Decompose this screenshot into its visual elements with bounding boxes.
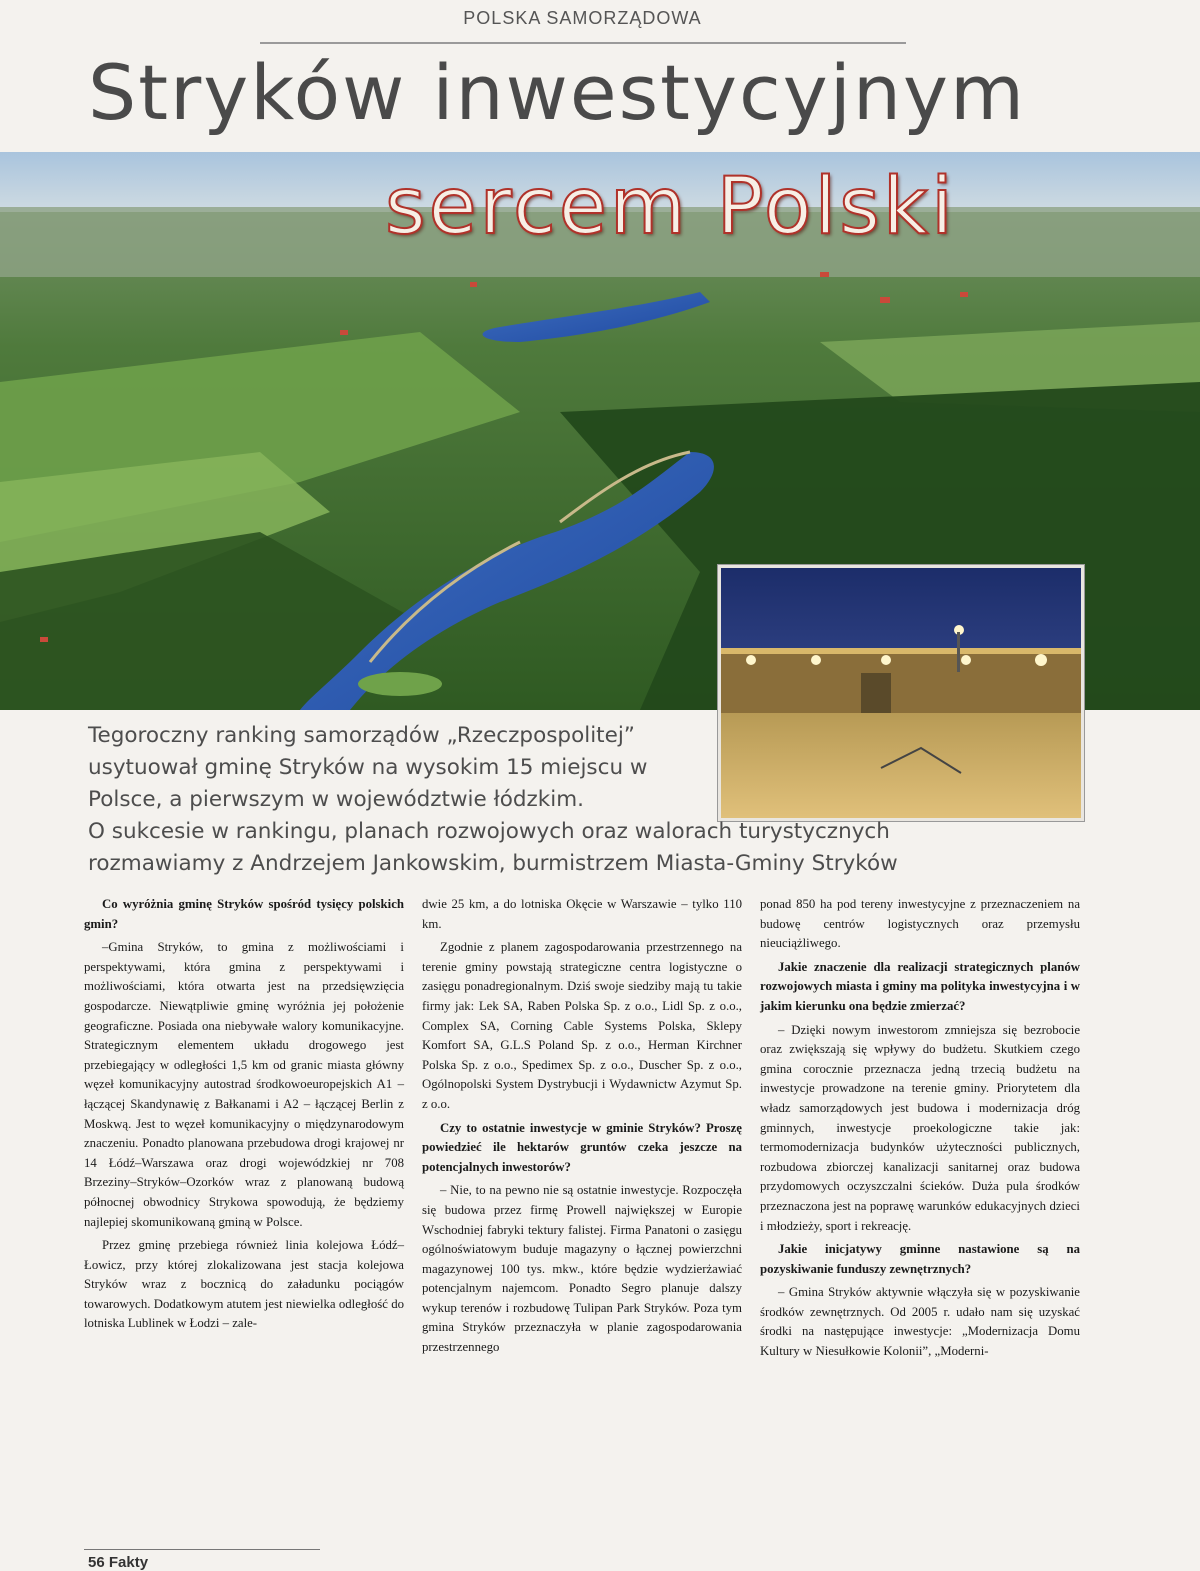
answer: Przez gminę przebiega również linia kolejowa Łódź–Łowicz, przy której zlokalizowana jest stacja kolejowa Stryków wraz z bocznicą do załadunku pociągów towarowych. Dodatkowym atutem jest niewielka odległość do lotniska Lublinek w Łodzi – zale- bbox=[84, 1238, 404, 1331]
article-body bbox=[84, 895, 1082, 1495]
answer: – Gmina Stryków aktywnie włączyła się w pozyskiwanie środków zewnętrznych. Od 2005 r. udało nam się uzyskać środki na następujące inwestycje: „Modernizacja Domu Kultury w Niesułkowie Kolonii”, „Moderni- bbox=[760, 1285, 1080, 1359]
answer: – Dzięki nowym inwestorom zmniejsza się bezrobocie oraz zwiększają się wpływy do budżetu. Skutkiem czego gmina corocznie przeznacza jedną trzecią budżetu na inwestycje prowadzone na terenie gminy. Priorytetem dla władz samorządowych jest budowa i modernizacja dróg gminnych, inwestycje proekologiczne takie jak: termomodernizacja budynków użyteczności publicznych, rozbudowa zbiorczej kanalizacji sanitarnej oraz budowa przydomowych oczyszczalni ścieków. Duża pula środków przeznaczona jest na poprawę warunków edukacyjnych dzieci i młodzieży, sport i rekreację. bbox=[760, 1022, 1080, 1233]
continued-text: dwie 25 km, a do lotniska Okęcie w Warszawie – tylko 110 km. bbox=[422, 897, 742, 931]
article-title-line1: Stryków inwestycyjnym bbox=[88, 48, 1027, 137]
column-1 bbox=[84, 895, 404, 1495]
continued-text: ponad 850 ha pod tereny inwestycyjne z przeznaczeniem na budowę centrów logistycznych oraz przemysłu nieuciążliwego. bbox=[760, 897, 1080, 951]
answer: –Gmina Stryków, to gmina z możliwościami i perspektywami, która gmina z perspektywami i możliwościami, która otwarta jest na przedsięwzięcia gospodarcze. Niewątpliwie gminę wyróżnia jej położenie geograficzne. Posiada ona niebywałe walory komunikacyjne. Strategicznym elementem układu drogowego jest przebiegający w odległości 1,5 km od granic miasta główny węzeł komunikacyjny autostrad środkowoeuropejskich A1 – łączącej Skandynawię z Bałkanami i A2 – łączącej Berlin z Moskwą. Jest to węzeł komunikacyjny o międzynarodowym znaczeniu. Ponadto planowana przebudowa drogi krajowej nr 14 Łódź–Warszawa oraz drogi wojewódzkiej nr 708 Brzeziny–Stryków–Ozorków wraz z planowaną budową północnej obwodnicy Strykowa spowodują, że będziemy najlepiej skomunikowaną gminą w Polsce. bbox=[84, 940, 404, 1229]
column-2 bbox=[422, 895, 742, 1495]
question: Czy to ostatnie inwestycje w gminie Stryków? Proszę powiedzieć ile hektarów gruntów czeka jeszcze na potencjalnych inwestorów? bbox=[422, 1120, 742, 1174]
section-label: POLSKA SAMORZĄDOWA bbox=[463, 8, 702, 28]
article-title-line2: sercem Polski bbox=[385, 162, 956, 252]
answer: Zgodnie z planem zagospodarowania przestrzennego na terenie gminy powstają strategiczne centra logistyczne o zasięgu ponadregionalnym. Dziś swoje siedziby mają tu takie firmy jak: Lek SA, Raben Polska Sp. z o.o., Lidl Sp. z o.o., Complex SA, Corning Cable Systems Polska, Sklepy Komfort SA, G.L.S Poland Sp. z o.o., Herman Kirchner Polska Sp. z o.o., Spedimex Sp. z o.o., Duscher Sp. z o.o., Ogólnopolski System Dystrybucji i Wydawnictw Azymut Sp. z o.o. bbox=[422, 940, 742, 1111]
article-lead bbox=[88, 720, 958, 880]
question: Jakie inicjatywy gminne nastawione są na pozyskiwanie funduszy zewnętrznych? bbox=[760, 1242, 1080, 1276]
footer-divider bbox=[84, 1549, 320, 1550]
question: Co wyróżnia gminę Stryków spośród tysięcy polskich gmin? bbox=[84, 897, 404, 931]
lead-line-2: O sukcesie w rankingu, planach rozwojowych oraz walorach turystycznych rozmawiamy z Andrzejem Jankowskim, burmistrzem Miasta-Gminy Stryków bbox=[88, 819, 898, 876]
column-3 bbox=[760, 895, 1080, 1495]
page-number: 56 Fakty bbox=[88, 1554, 149, 1571]
answer: – Nie, to na pewno nie są ostatnie inwestycje. Rozpoczęła się budowa przez firmę Prowell największej w Europie Wschodniej fabryki tektury falistej. Firma Panatoni o zasięgu ogólnoświatowym buduje magazyny o łącznej powierzchni magazynowej 100 tys. mkw., które będzie wydzierżawiać potencjalnym najemcom. Ponadto Segro planuje dalszy wykup terenów i rozbudowę Tulipan Park Stryków. Poza tym gmina Stryków przeznaczyła w planie zagospodarowania przestrzennego bbox=[422, 1183, 742, 1355]
lead-line-1: Tegoroczny ranking samorządów „Rzeczpospolitej” usytuował gminę Stryków na wysokim 15 miejscu w Polsce, a pierwszym w województwie łódzkim. bbox=[88, 723, 648, 812]
section-divider bbox=[260, 42, 906, 44]
question: Jakie znaczenie dla realizacji strategicznych planów rozwojowych miasta i gminy ma polityka inwestycyjna i w jakim kierunku ona będzie zmierzać? bbox=[760, 959, 1080, 1013]
